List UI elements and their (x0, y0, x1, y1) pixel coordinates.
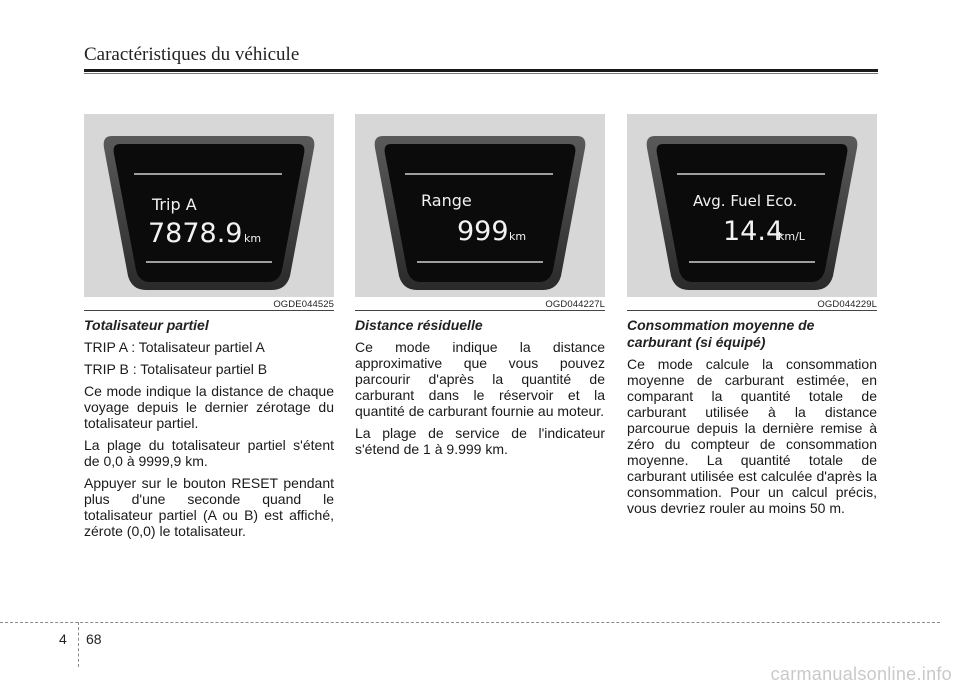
figure-divider (627, 310, 877, 311)
fuel-economy-display-label: Avg. Fuel Eco. (693, 192, 798, 210)
figure-range-display (355, 114, 605, 297)
section-range (355, 317, 605, 463)
figure-code: OGD044227L (545, 299, 605, 310)
header-rule (84, 69, 878, 72)
column-fuel-economy (627, 114, 877, 516)
fuel-economy-display-graphic (627, 114, 877, 297)
figure-trip-display (84, 114, 334, 297)
figure-divider (355, 310, 605, 311)
column-range (355, 114, 605, 457)
fuel-economy-display-value: 14.4 (723, 216, 784, 247)
column-trip (84, 114, 334, 539)
section-title: Consommation moyenne de carburant (si équipé) (627, 317, 815, 350)
figure-code: OGD044229L (817, 299, 877, 310)
trip-display-graphic (84, 114, 334, 297)
trip-display-label: Trip A (152, 195, 197, 214)
paragraph: La plage de service de l'indicateur s'étend de 1 à 9.999 km. (355, 425, 605, 457)
figure-fuel-economy-display (627, 114, 877, 297)
range-display-label: Range (421, 191, 472, 210)
header-rule-thin (84, 73, 878, 74)
range-display-graphic (355, 114, 605, 297)
paragraph: La plage du totalisateur partiel s'étent de 0,0 à 9999,9 km. (84, 437, 334, 469)
section-title: Totalisateur partiel (84, 317, 209, 333)
watermark: carmanualsonline.info (770, 664, 952, 684)
paragraph: TRIP B : Totalisateur partiel B (84, 361, 268, 377)
paragraph: TRIP A : Totalisateur partiel A (84, 339, 265, 355)
fuel-economy-display-unit: km/L (778, 230, 805, 243)
page-header-title: Caractéristiques du véhicule (84, 44, 300, 65)
figure-code: OGDE044525 (273, 299, 334, 310)
trip-display-value: 7878.9 (148, 218, 243, 249)
paragraph: Appuyer sur le bouton RESET pendant plus d'une seconde quand le totalisateur partiel (A ou B) est affiché, zérote (0,0) le totalisateur. (84, 475, 334, 539)
range-display-value: 999 (457, 216, 509, 247)
section-title: Distance résiduelle (355, 317, 483, 333)
paragraph: Ce mode calcule la consommation moyenne de carburant estimée, en comparant la quantité totale de carburant utilisée à la distance parcourue depuis la dernière remise à zéro du compteur de consommation moyenne. La quantité totale de carburant utilisée est calculée d'après la consommation. Pour un calcul précis, vous devriez rouler au moins 50 m. (627, 356, 877, 516)
paragraph: Ce mode indique la distance de chaque voyage depuis le dernier zérotage du totalisateur partiel. (84, 383, 334, 431)
footer-dashed-divider (78, 622, 79, 667)
range-display-unit: km (509, 230, 527, 243)
section-trip (84, 317, 334, 545)
section-fuel-economy (627, 317, 877, 522)
figure-divider (84, 310, 334, 311)
footer-dashed-rule (0, 622, 940, 623)
page-number: 68 (86, 631, 102, 647)
paragraph: Ce mode indique la distance approximative que vous pouvez parcourir d'après la quantité de carburant dans le réservoir et la quantité de carburant fournie au moteur. (355, 339, 605, 419)
chapter-number: 4 (59, 631, 67, 647)
trip-display-unit: km (244, 232, 262, 245)
